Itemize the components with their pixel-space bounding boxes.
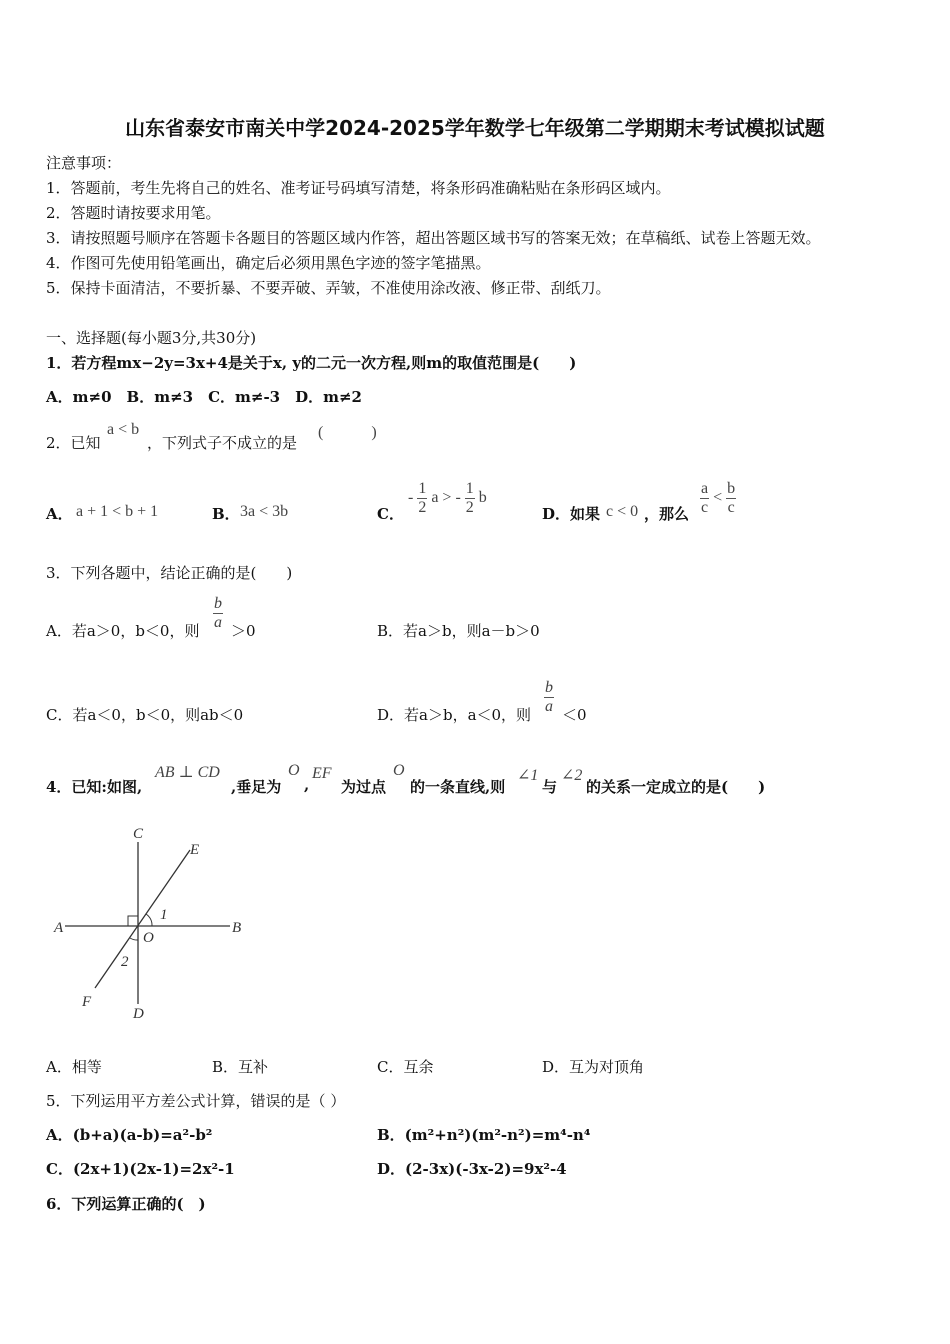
- numerator: b: [727, 480, 736, 497]
- question-4-text: 与: [542, 778, 558, 796]
- numerator: 1: [465, 480, 474, 497]
- math-expr: ∠2: [561, 767, 583, 784]
- numerator: b: [214, 595, 222, 612]
- option-label: B．: [212, 505, 240, 523]
- question-4-text: 为过点: [341, 778, 387, 796]
- angle-1-arc: [146, 914, 152, 926]
- label-angle-1: 1: [160, 907, 168, 923]
- label-angle-2: 2: [121, 954, 129, 970]
- question-3-option-b: B．若a＞b，则a－b＞0: [377, 622, 540, 640]
- section-heading: 一、选择题(每小题3分,共30分): [46, 329, 257, 347]
- question-4-prefix: 4．已知:如图,: [46, 778, 143, 796]
- question-2-option-d: [700, 480, 736, 517]
- math-expr: AB ⊥ CD: [155, 764, 220, 781]
- denominator: a: [545, 698, 553, 715]
- question-5-option-c: C．(2x+1)(2x-1)=2x²-1: [46, 1160, 235, 1178]
- label-f: F: [82, 994, 92, 1010]
- notice-item: 3．请按照题号顺序在答题卡各题目的答题区域内作答，超出答题区域书写的答案无效；在草稿纸、试卷上答题无效。: [46, 229, 821, 247]
- notice-item: 4．作图可先使用铅笔画出，确定后必须用黑色字迹的签字笔描黑。: [46, 254, 491, 272]
- question-4-text: 的一条直线,则: [410, 778, 506, 796]
- question-4-option-c: C．互余: [377, 1058, 434, 1076]
- question-4-option-a: A．相等: [46, 1058, 102, 1076]
- denominator: 2: [465, 499, 474, 516]
- option-tail: ＞0: [231, 622, 256, 640]
- fraction: [465, 480, 475, 517]
- question-2-d-condition: c < 0: [606, 503, 639, 520]
- notice-heading: 注意事项：: [46, 154, 122, 172]
- question-2-prefix: 2．已知: [46, 434, 101, 452]
- question-4-text: 的关系一定成立的是( ): [586, 778, 766, 796]
- expr-mid: a > -: [431, 489, 461, 507]
- notice-item: 1．答题前，考生先将自己的姓名、准考证号码填写清楚，将条形码准确粘贴在条形码区域内。: [46, 179, 671, 197]
- question-3-stem: 3．下列各题中，结论正确的是( ): [46, 564, 293, 582]
- question-5-stem: 5．下列运用平方差公式计算，错误的是（ ）: [46, 1092, 346, 1110]
- option-text: ，那么: [644, 505, 690, 523]
- numerator: 1: [418, 480, 427, 497]
- option-label: D．如果: [542, 505, 601, 523]
- line-ef: [95, 850, 190, 988]
- question-2-option-b: 3a < 3b: [240, 503, 289, 520]
- numerator: b: [545, 679, 553, 696]
- question-4-text: ,垂足为: [231, 778, 282, 796]
- right-angle-mark: [128, 916, 138, 926]
- question-2-paren: ( ): [318, 424, 377, 441]
- denominator: a: [214, 614, 222, 631]
- question-3-option-a: A．若a＞0，b＜0，则: [46, 622, 200, 640]
- fraction: [726, 480, 736, 517]
- angle-2-arc: [130, 938, 138, 940]
- question-5-option-d: D．(2-3x)(-3x-2)=9x²-4: [377, 1160, 567, 1178]
- label-d: D: [133, 1006, 144, 1022]
- math-expr: O: [393, 762, 405, 779]
- less-than-sign: <: [713, 489, 723, 507]
- question-1-stem: 1．若方程mx−2y=3x+4是关于x, y的二元一次方程,则m的取值范围是( ): [46, 354, 577, 372]
- math-expr: ∠1: [517, 767, 539, 784]
- option-tail: ＜0: [562, 706, 587, 724]
- label-o: O: [143, 930, 154, 946]
- question-3-option-d: D．若a＞b，a＜0，则: [377, 706, 532, 724]
- question-2-condition: a < b: [107, 421, 140, 438]
- label-e: E: [190, 842, 200, 858]
- question-5-option-a: A．(b+a)(a-b)=a²-b²: [46, 1126, 213, 1144]
- page-title: 山东省泰安市南关中学2024-2025学年数学七年级第二学期期末考试模拟试题: [125, 116, 825, 140]
- denominator: c: [727, 499, 735, 516]
- question-5-option-b: B．(m²+n²)(m²-n²)=m⁴-n⁴: [377, 1126, 591, 1144]
- question-2-text: ，下列式子不成立的是: [147, 434, 298, 452]
- label-b: B: [232, 920, 242, 936]
- fraction: [700, 480, 709, 517]
- minus-sign: -: [408, 489, 414, 507]
- label-a: A: [54, 920, 64, 936]
- fraction: [544, 679, 554, 716]
- geometry-figure: [40, 820, 260, 1030]
- label-c: C: [133, 826, 144, 842]
- fraction: [213, 595, 223, 632]
- option-label: C．: [377, 505, 404, 523]
- fraction: [417, 480, 427, 517]
- math-expr: O: [288, 762, 300, 779]
- math-expr: EF: [312, 765, 332, 782]
- numerator: a: [701, 480, 709, 497]
- denominator: 2: [418, 499, 427, 516]
- question-4-text: ,: [304, 776, 310, 794]
- notice-item: 5．保持卡面清洁，不要折暴、不要弄破、弄皱，不准使用涂改液、修正带、刮纸刀。: [46, 279, 611, 297]
- question-4-option-b: B．互补: [212, 1058, 269, 1076]
- question-1-options: A．m≠0 B．m≠3 C．m≠-3 D．m≠2: [46, 388, 362, 406]
- question-3-option-c: C．若a＜0，b＜0，则ab＜0: [46, 706, 244, 724]
- expr-end: b: [478, 489, 487, 507]
- question-6-stem: 6．下列运算正确的( ): [46, 1195, 206, 1213]
- question-2-option-a: a + 1 < b + 1: [76, 503, 159, 520]
- option-label: A．: [46, 505, 73, 523]
- question-4-option-d: D．互为对顶角: [542, 1058, 645, 1076]
- denominator: c: [701, 499, 709, 516]
- question-2-option-c: [408, 480, 487, 517]
- notice-item: 2．答题时请按要求用笔。: [46, 204, 221, 222]
